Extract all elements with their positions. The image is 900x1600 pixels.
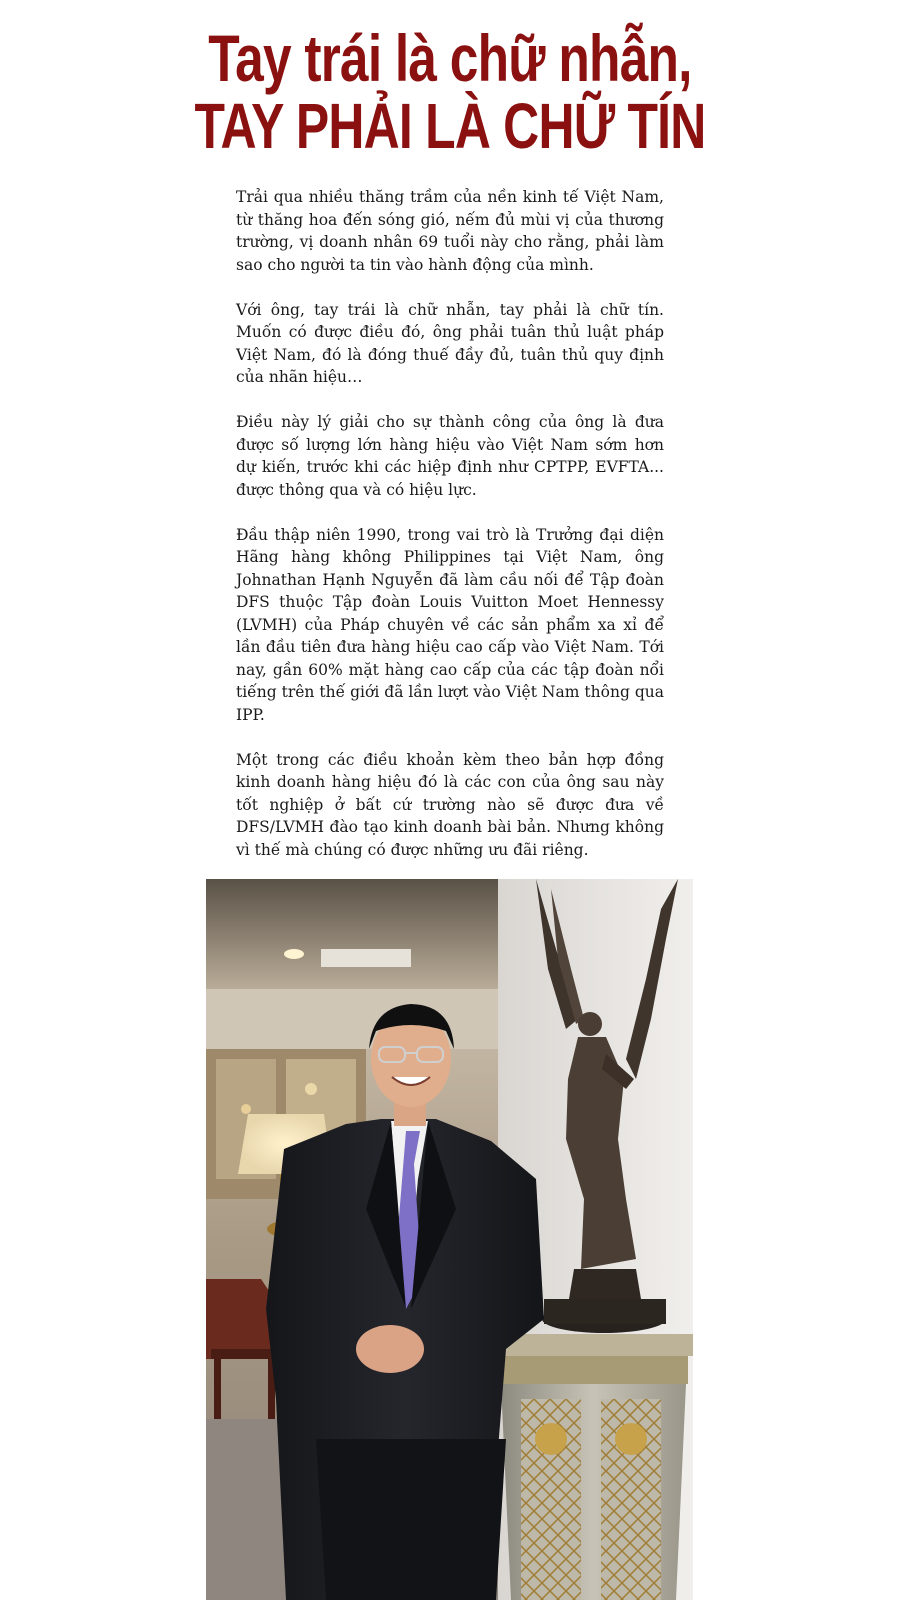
paragraph-5: Một trong các điều khoản kèm theo bản hợp đồng kinh doanh hàng hiệu đó là các con của ông sau này tốt nghiệp ở bất cứ trường nào sẽ được đưa về DFS/LVMH đào tạo kinh doanh bài bản. Nhưng không vì thế mà chúng có được những ưu đãi riêng. — [236, 750, 664, 859]
paragraph-3: Điều này lý giải cho sự thành công của ông là đưa được số lượng lớn hàng hiệu vào Việt Nam sớm hơn dự kiến, trước khi các hiệp định như CPTPP, EVFTA... được thông qua và có hiệu lực. — [236, 413, 664, 499]
paragraph-4: Đầu thập niên 1990, trong vai trò là Trưởng đại diện Hãng hàng không Philippines tại Việt Nam, ông Johnathan Hạnh Nguyễn đã làm cầu nối để Tập đoàn DFS thuộc Tập đoàn Louis Vuitton Moet Hennessy (LVMH) của Pháp chuyên về các sản phẩm xa xỉ để lần đầu tiên đưa hàng hiệu cao cấp vào Việt Nam. Tới nay, gần 60% mặt hàng cao cấp của các tập đoàn nổi tiếng trên thế giới đã lần lượt vào Việt Nam thông qua IPP. — [236, 525, 664, 724]
paragraph-2: Với ông, tay trái là chữ nhẫn, tay phải là chữ tín. Muốn có được điều đó, ông phải tuân thủ luật pháp Việt Nam, đó là đóng thuế đầy đủ, tuân thủ quy định của nhãn hiệu… — [236, 300, 664, 386]
paragraph-1: Trải qua nhiều thăng trầm của nền kinh tế Việt Nam, từ thăng hoa đến sóng gió, nếm đủ mùi vị của thương trường, vị doanh nhân 69 tuổi này cho rằng, phải làm sao cho người ta tin vào hành động của mình. — [236, 188, 664, 274]
article-body — [236, 186, 664, 884]
article-title-line-1: Tay trái là chữ nhẫn, — [208, 21, 692, 95]
article-title-line-2: TAY PHẢI LÀ CHỮ TÍN — [194, 90, 706, 162]
portrait-photo — [206, 879, 693, 1600]
